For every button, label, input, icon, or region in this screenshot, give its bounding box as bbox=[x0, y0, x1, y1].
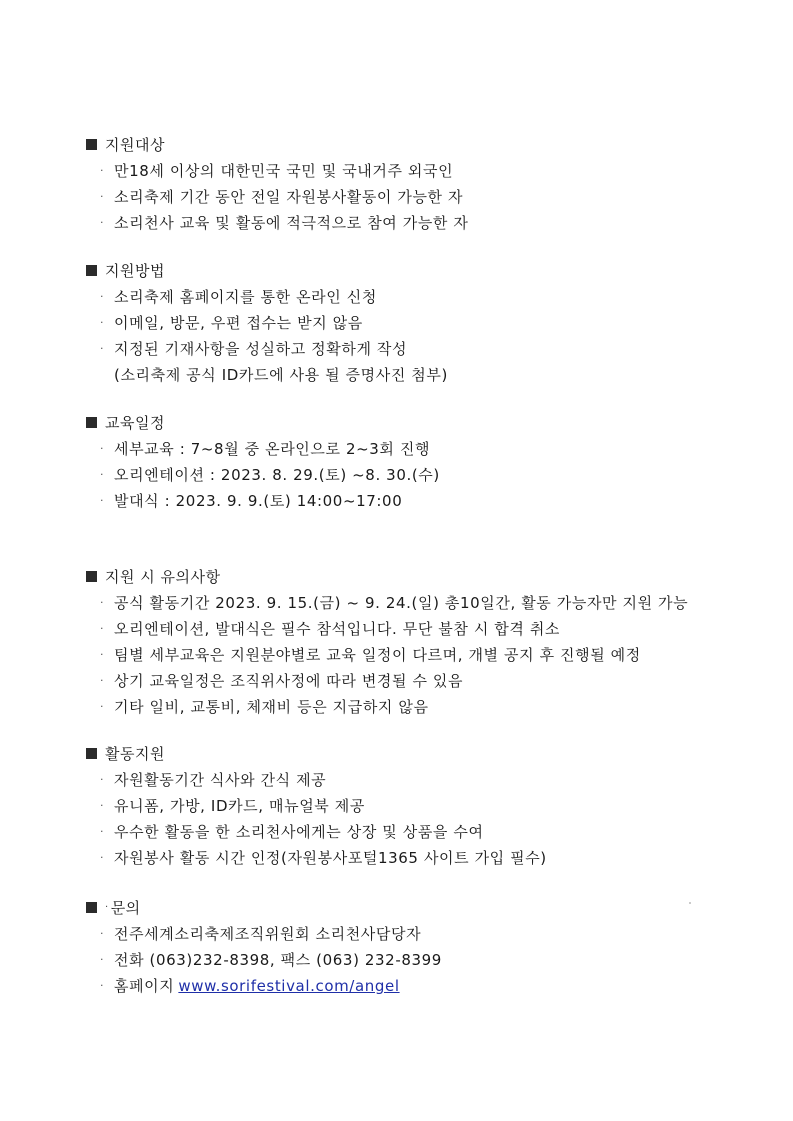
list-item bbox=[100, 642, 688, 668]
item-text: 상기 교육일정은 조직위사정에 따라 변경될 수 있음 bbox=[114, 672, 464, 690]
item-list bbox=[100, 284, 448, 388]
item-text: 공식 활동기간 2023. 9. 15.(금) ~ 9. 24.(일) 총10일간, 활동 가능자만 지원 가능 bbox=[114, 594, 689, 612]
heading-text: 지원 시 유의사항 bbox=[105, 567, 221, 586]
square-bullet-icon bbox=[86, 571, 97, 582]
dot-bullet-icon: · bbox=[100, 494, 105, 507]
item-list bbox=[100, 158, 468, 236]
item-text: 오리엔테이션 : 2023. 8. 29.(토) ~8. 30.(수) bbox=[114, 466, 440, 484]
item-text: 유니폼, 가방, ID카드, 매뉴얼북 제공 bbox=[114, 797, 365, 815]
list-item bbox=[100, 284, 448, 310]
dot-bullet-icon: · bbox=[100, 442, 105, 455]
dot-bullet-icon: · bbox=[100, 622, 105, 635]
section-heading bbox=[86, 133, 165, 155]
list-item bbox=[100, 310, 448, 336]
section-heading bbox=[86, 259, 165, 281]
list-item bbox=[100, 694, 688, 720]
dot-bullet-icon: · bbox=[100, 927, 105, 940]
list-item bbox=[100, 921, 442, 947]
heading-text: 교육일정 bbox=[105, 413, 165, 432]
dot-bullet-icon: · bbox=[100, 316, 105, 329]
list-item bbox=[100, 616, 688, 642]
item-text: 자원봉사 활동 시간 인정(자원봉사포털1365 사이트 가입 필수) bbox=[114, 849, 547, 867]
list-item bbox=[100, 845, 547, 871]
dot-bullet-icon: · bbox=[100, 190, 105, 203]
section-heading bbox=[86, 411, 165, 433]
list-item bbox=[100, 462, 440, 488]
dot-bullet-icon: · bbox=[100, 799, 105, 812]
list-item bbox=[100, 210, 468, 236]
homepage-label: 홈페이지 bbox=[114, 977, 175, 995]
item-text: 전주세계소리축제조직위원회 소리천사담당자 bbox=[114, 925, 422, 943]
list-item bbox=[100, 973, 442, 999]
dot-bullet-icon: · bbox=[100, 216, 105, 229]
section-heading bbox=[86, 742, 165, 764]
item-list bbox=[100, 436, 440, 514]
list-item bbox=[100, 184, 468, 210]
dot-bullet-icon: · bbox=[100, 468, 105, 481]
item-text: 기타 일비, 교통비, 체재비 등은 지급하지 않음 bbox=[114, 698, 429, 716]
dot-bullet-icon: · bbox=[100, 773, 105, 786]
dot-bullet-icon: · bbox=[100, 700, 105, 713]
list-item bbox=[100, 793, 547, 819]
heading-text: 활동지원 bbox=[105, 744, 165, 763]
square-bullet-icon bbox=[86, 902, 97, 913]
item-list bbox=[100, 590, 688, 720]
heading-text: 지원방법 bbox=[105, 261, 165, 280]
dot-bullet-icon: · bbox=[100, 674, 105, 687]
list-item-note bbox=[100, 362, 448, 388]
item-text: 소리천사 교육 및 활동에 적극적으로 참여 가능한 자 bbox=[114, 214, 469, 232]
square-bullet-icon bbox=[86, 417, 97, 428]
homepage-link[interactable]: www.sorifestival.com/angel bbox=[178, 977, 400, 995]
dot-bullet-icon: · bbox=[100, 596, 105, 609]
dot-bullet-icon: · bbox=[100, 851, 105, 864]
item-text: 팀별 세부교육은 지원분야별로 교육 일정이 다르며, 개별 공지 후 진행될 예정 bbox=[114, 646, 641, 664]
item-text: 만18세 이상의 대한민국 국민 및 국내거주 외국인 bbox=[114, 162, 454, 180]
item-text: 소리축제 기간 동안 전일 자원봉사활동이 가능한 자 bbox=[114, 188, 464, 206]
note-text: (소리축제 공식 ID카드에 사용 될 증명사진 첨부) bbox=[114, 366, 448, 384]
scan-speck bbox=[689, 902, 691, 904]
dot-bullet-icon: · bbox=[105, 901, 109, 913]
dot-bullet-icon: · bbox=[100, 648, 105, 661]
item-text: 세부교육 : 7~8월 중 온라인으로 2~3회 진행 bbox=[114, 440, 431, 458]
item-list bbox=[100, 921, 442, 999]
heading-text: 지원대상 bbox=[105, 135, 165, 154]
dot-bullet-icon: · bbox=[100, 825, 105, 838]
list-item bbox=[100, 158, 468, 184]
item-text: 오리엔테이션, 발대식은 필수 참석입니다. 무단 불참 시 합격 취소 bbox=[114, 620, 561, 638]
dot-bullet-icon: · bbox=[100, 342, 105, 355]
item-text: 발대식 : 2023. 9. 9.(토) 14:00~17:00 bbox=[114, 492, 403, 510]
square-bullet-icon bbox=[86, 748, 97, 759]
item-text: 자원활동기간 식사와 간식 제공 bbox=[114, 771, 327, 789]
item-text: 전화 (063)232-8398, 팩스 (063) 232-8399 bbox=[114, 951, 442, 969]
item-list bbox=[100, 767, 547, 871]
list-item bbox=[100, 668, 688, 694]
list-item bbox=[100, 488, 440, 514]
item-text: 지정된 기재사항을 성실하고 정확하게 작성 bbox=[114, 340, 408, 358]
list-item bbox=[100, 590, 688, 616]
square-bullet-icon bbox=[86, 139, 97, 150]
square-bullet-icon bbox=[86, 265, 97, 276]
dot-bullet-icon: · bbox=[100, 164, 105, 177]
item-text: 우수한 활동을 한 소리천사에게는 상장 및 상품을 수여 bbox=[114, 823, 484, 841]
list-item bbox=[100, 819, 547, 845]
heading-text: 문의 bbox=[110, 898, 141, 917]
list-item bbox=[100, 947, 442, 973]
dot-bullet-icon: · bbox=[100, 290, 105, 303]
section-heading bbox=[86, 565, 220, 587]
list-item bbox=[100, 767, 547, 793]
section-heading bbox=[86, 896, 141, 918]
dot-bullet-icon: · bbox=[100, 953, 105, 966]
dot-bullet-icon: · bbox=[100, 979, 105, 992]
item-text: 소리축제 홈페이지를 통한 온라인 신청 bbox=[114, 288, 377, 306]
list-item bbox=[100, 336, 448, 362]
list-item bbox=[100, 436, 440, 462]
item-text: 이메일, 방문, 우편 접수는 받지 않음 bbox=[114, 314, 363, 332]
